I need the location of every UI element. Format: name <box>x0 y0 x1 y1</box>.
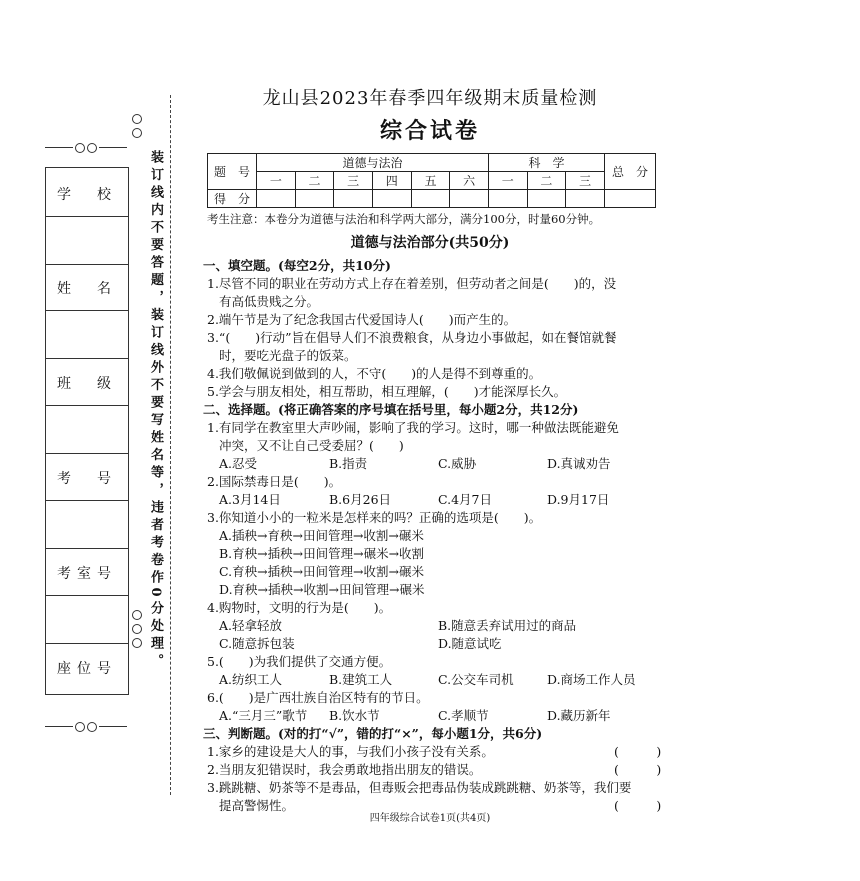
col-header: 三 <box>566 172 605 190</box>
question-cont: 冲突，又不让自己受委屈？( ) <box>219 438 404 453</box>
score-table <box>207 153 656 208</box>
col-header: 五 <box>411 172 450 190</box>
question-cont: 时，要吃光盘子的饭菜。 <box>219 348 357 363</box>
score-cell[interactable] <box>450 190 489 208</box>
question: 3.你知道小小的一粒米是怎样来的吗？正确的选项是( )。 <box>207 510 542 525</box>
page-footer: 四年级综合试卷1页(共4页) <box>369 813 491 824</box>
option: D.随意试吃 <box>438 636 502 651</box>
question-cont: 提高警惕性。 <box>219 798 295 813</box>
option: C.4月7日 <box>438 492 492 507</box>
exam-title: 龙山县2023年春季四年级期末质量检测 <box>262 88 598 109</box>
exam-note: 考生注意：本卷分为道德与法治和科学两大部分，满分100分，时量60分钟。 <box>207 212 601 226</box>
binding-hole <box>132 624 142 634</box>
option: C.威胁 <box>438 456 477 471</box>
score-cell[interactable] <box>566 190 605 208</box>
field-name: 姓 名 <box>57 281 117 297</box>
question-cont: 有高低贵贱之分。 <box>219 294 320 309</box>
question: 2.当朋友犯错误时，我会勇敢地指出朋友的错误。 <box>207 762 482 777</box>
question: 2.端午节是为了纪念我国古代爱国诗人( )而产生的。 <box>207 312 517 327</box>
option: D.真诚劝告 <box>547 456 611 471</box>
col-header: 六 <box>450 172 489 190</box>
col-header: 二 <box>295 172 334 190</box>
option: B.随意丢弃试用过的商品 <box>438 618 577 633</box>
option: C.孝顺节 <box>438 708 489 723</box>
option: D.藏历新年 <box>547 708 611 723</box>
option: B.育秧→插秧→田间管理→碾米→收割 <box>219 546 425 561</box>
option: A.忍受 <box>219 456 258 471</box>
answer-bracket[interactable]: ( ) <box>614 762 662 777</box>
option: A.3月14日 <box>219 492 281 507</box>
field-exam-room: 考室号 <box>57 566 117 582</box>
group-science: 科 学 <box>488 154 604 172</box>
answer-bracket[interactable]: ( ) <box>614 798 662 813</box>
binding-hole <box>132 638 142 648</box>
field-seat-number: 座位号 <box>57 661 117 677</box>
option: D.商场工作人员 <box>547 672 636 687</box>
score-cell[interactable] <box>527 190 566 208</box>
question: 5.( )为我们提供了交通方便。 <box>207 654 392 669</box>
field-exam-number: 考 号 <box>57 471 117 487</box>
score-cell[interactable] <box>488 190 527 208</box>
option: B.建筑工人 <box>329 672 393 687</box>
answer-bracket[interactable]: ( ) <box>614 744 662 759</box>
option: C.随意拆包装 <box>219 636 295 651</box>
ornament-bottom <box>45 722 127 732</box>
option: A.纺织工人 <box>219 672 283 687</box>
option: A.“三月三”歌节 <box>219 708 308 723</box>
group-morality: 道德与法治 <box>257 154 489 172</box>
option: B.指责 <box>329 456 368 471</box>
option: B.6月26日 <box>329 492 392 507</box>
total-score-label: 总 分 <box>605 154 656 190</box>
binding-line <box>170 95 171 795</box>
score-cell[interactable] <box>372 190 411 208</box>
question: 1.家乡的建设是大人的事，与我们小孩子没有关系。 <box>207 744 494 759</box>
col-header: 一 <box>257 172 296 190</box>
option: A.轻拿轻放 <box>219 618 283 633</box>
field-class: 班 级 <box>57 376 117 392</box>
ornament-top <box>45 143 127 153</box>
option: B.饮水节 <box>329 708 380 723</box>
score-cell[interactable] <box>334 190 373 208</box>
question: 4.购物时，文明的行为是( )。 <box>207 600 392 615</box>
question: 2.国际禁毒日是( )。 <box>207 474 342 489</box>
part3-heading: 三、判断题。(对的打“√”，错的打“×”，每小题1分，共6分) <box>203 726 543 741</box>
question: 1.尽管不同的职业在劳动方式上存在着差别，但劳动者之间是( )的，没 <box>207 276 617 291</box>
row-label-score: 得 分 <box>208 190 257 208</box>
score-cell[interactable] <box>411 190 450 208</box>
question: 4.我们敬佩说到做到的人，不守( )的人是得不到尊重的。 <box>207 366 542 381</box>
student-info-box <box>45 167 129 695</box>
col-header: 二 <box>527 172 566 190</box>
question: 1.有同学在教室里大声吵闹，影响了我的学习。这时，哪一种做法既能避免 <box>207 420 619 435</box>
option: D.育秧→插秧→收割→田间管理→碾米 <box>219 582 425 597</box>
question: 6.( )是广西壮族自治区特有的节日。 <box>207 690 429 705</box>
field-school: 学 校 <box>57 187 117 203</box>
col-header: 三 <box>334 172 373 190</box>
score-cell[interactable] <box>295 190 334 208</box>
binding-hole <box>132 128 142 138</box>
question: 5.学会与朋友相处，相互帮助，相互理解，( )才能深厚长久。 <box>207 384 567 399</box>
option: C.公交车司机 <box>438 672 514 687</box>
option: D.9月17日 <box>547 492 610 507</box>
score-cell[interactable] <box>257 190 296 208</box>
option: A.插秧→育秧→田间管理→收割→碾米 <box>219 528 424 543</box>
part1-heading: 一、填空题。(每空2分，共10分) <box>203 258 391 273</box>
option: C.育秧→插秧→田间管理→收割→碾米 <box>219 564 424 579</box>
exam-subtitle: 综合试卷 <box>379 118 480 144</box>
col-header: 一 <box>488 172 527 190</box>
binding-hole <box>132 610 142 620</box>
score-cell[interactable] <box>605 190 656 208</box>
row-label-question: 题 号 <box>208 154 257 190</box>
binding-notice: 装订线内不要答题，装订线外不要写姓名等，违者考卷作0分处理。 <box>148 150 163 672</box>
col-header: 四 <box>372 172 411 190</box>
question: 3.跳跳糖、奶茶等不是毒品，但毒贩会把毒品伪装成跳跳糖、奶茶等，我们要 <box>207 780 632 795</box>
binding-hole <box>132 114 142 124</box>
part2-heading: 二、选择题。(将正确答案的序号填在括号里，每小题2分，共12分) <box>203 402 579 417</box>
question: 3.“( )行动”旨在倡导人们不浪费粮食，从身边小事做起，如在餐馆就餐 <box>207 330 617 345</box>
section-title: 道德与法治部分(共50分) <box>350 235 510 251</box>
